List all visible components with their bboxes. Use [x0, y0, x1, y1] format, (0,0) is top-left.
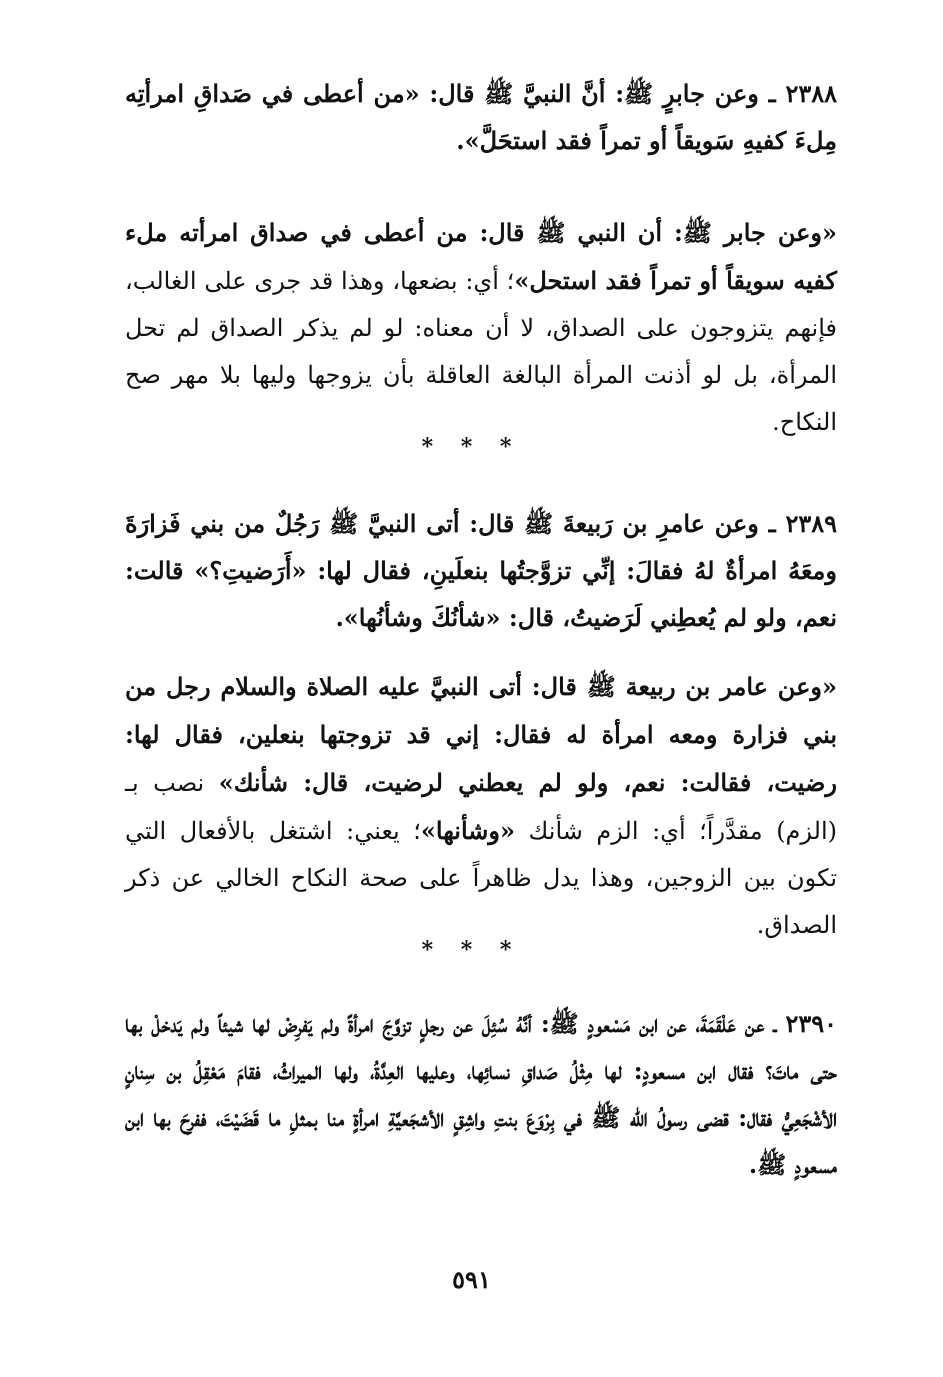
commentary-2389-quote-2: «وشأنها» [420, 816, 515, 845]
hadith-2389: ٢٣٨٩ ـ وعن عامرِ بن رَبيعةَ ﷺ قال: أتى النبيَّ ﷺ رَجُلٌ من بني فَزارَةَ ومعَهُ امرأةٌ لهُ فقالَ: إنِّي تزوَّجتُها بنعلَينِ، فقال لها: «أَرَضيتِ؟» قالت: نعم، ولو لم يُعطِني لَرَضيتُ، قال: «شأنُكَ وشأنُها». [125, 509, 837, 632]
commentary-2389-text: نصب بـ (الزم) مقدَّراً؛ أي: الزم شأنك [125, 769, 838, 845]
commentary-2388-quote: «وعن جابر ﷺ: أن النبي ﷺ قال: من أعطى في صداق امرأته ملء كفيه سويقاً أو تمراً فقد استحل» [125, 218, 837, 295]
commentary-2388-text: ؛ أي: بضعها، وهذا قد جرى على الغالب، فإنهم يتزوجون على الصداق، لا أن معناه: لو لم يذكر الصداق لم تحل المرأة، بل لو أذنت المرأة البالغة العاقلة بأن يزوجها وليها بلا مهر صح النكاح. [125, 267, 837, 436]
hadith-2390: ٢٣٩٠ ـ عن عَلْقَمَةَ، عن ابن مَسْعودٍ ﷺ: أنَّهُ سُئِلَ عن رجلٍ تزوَّجَ امرأةً ولم يَفرِضْ لها شيئاً ولم يَدخلْ بها حتى ماتَ؟ فقال ابن مسعودٍ: لها مِثْلُ صَداقِ نسائِها، وعليها العِدَّةُ، ولها الميراثُ، فقامَ مَعْقِلُ بن سِنانٍ الأشْجَعِيُّ فقال: قضى رسولُ الله ﷺ في بِرْوَعَ بنتِ واشِقٍ الأشجَعيَّةِ امرأةٍ منا بمثلِ ما قَضَيْتَ، ففرِحَ بها ابن مسعودٍ ﷺ. [125, 1009, 837, 1179]
commentary-2389-quote: «وعن عامر بن ربيعة ﷺ قال: أتى النبيَّ عليه الصلاة والسلام رجل من بني فزارة ومعه امرأة له فقال: إني قد تزوجتها بنعلين، فقال لها: رضيت، فقالت: نعم، ولو لم يعطني لرضيت، قال: شأنك» [125, 672, 837, 797]
commentary-2389 [125, 663, 837, 949]
section-separator: * * * [421, 434, 522, 460]
page-number: ٥٩١ [452, 1265, 491, 1294]
commentary-2389-text-2: ؛ يعني: اشتغل بالأفعال التي تكون بين الزوجين، وهذا يدل ظاهراً على صحة النكاح الخالي عن ذكر الصداق. [125, 817, 837, 939]
section-separator: * * * [421, 937, 522, 963]
commentary-2388 [125, 209, 837, 446]
hadith-2388: ٢٣٨٨ ـ وعن جابرٍ ﷺ: أنَّ النبيَّ ﷺ قال: «من أعطى في صَداقِ امرأتِه مِلءَ كفيهِ سَويقاً أو تمراً فقد استحَلَّ». [125, 79, 837, 155]
